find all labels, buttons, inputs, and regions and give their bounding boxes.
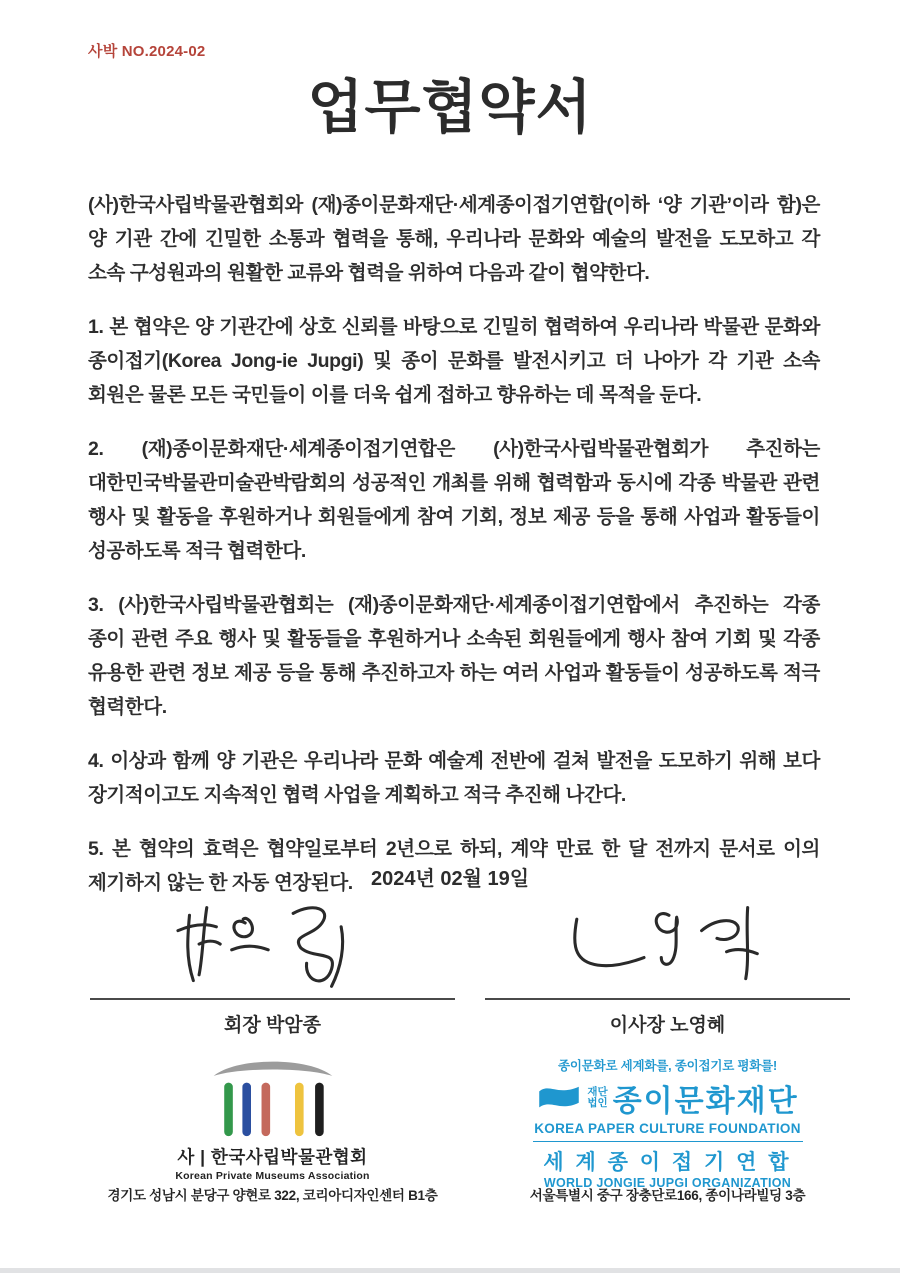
clause-1: 1. 본 협약은 양 기관간에 상호 신뢰를 바탕으로 긴밀히 협력하여 우리나라 박물관 문화와 종이접기(Korea Jong-ie Jupgi) 및 종이 문화를 발전시키고 더 나아가 각 기관 소속 회원은 물론 모든 국민들이 이를 더욱 쉽게 접하고 향유하는 데 목적을 둔다. <box>88 316 820 406</box>
paper-foundation-name-en: KOREA PAPER CULTURE FOUNDATION <box>534 1121 801 1136</box>
paper-foundation-block <box>485 1056 850 1190</box>
entity-type-label <box>587 1087 607 1109</box>
address-row <box>90 1184 850 1204</box>
signature-line-left <box>90 998 455 1000</box>
handwritten-signature-left <box>158 898 388 994</box>
paper-logo-divider <box>533 1141 803 1142</box>
museums-association-logo-icon <box>203 1052 343 1140</box>
clause-2: 2. (재)종이문화재단·세계종이접기연합은 (사)한국사립박물관협회가 추진하는 대한민국박물관미술관박람회의 성공적인 개최를 위해 협력함과 동시에 각종 박물관 관련 행사 및 활동을 후원하거나 회원들에게 참여 기회, 정보 제공 등을 통해 사업과 활동들이 성공하도록 적극 협력한다. <box>88 438 820 562</box>
paper-foundation-address: 서울특별시 중구 장충단로166, 종이나라빌딩 3층 <box>529 1188 806 1203</box>
flag-icon <box>536 1082 582 1114</box>
organization-logos <box>90 1052 850 1190</box>
handwritten-signature-right <box>553 898 783 994</box>
signature-section <box>90 898 850 1037</box>
museums-association-address: 경기도 성남시 분당구 양현로 322, 코리아디자인센터 B1층 <box>107 1188 438 1203</box>
museums-association-name-en: Korean Private Museums Association <box>175 1170 370 1182</box>
signatory-name-left: 회장 박암종 <box>223 1015 322 1036</box>
entity-type-line1: 재단 <box>587 1086 608 1098</box>
page-title: 업무협약서 <box>307 75 593 140</box>
jongie-jupgi-name-en: WORLD JONGIE JUPGI ORGANIZATION <box>543 1176 792 1190</box>
logo-roof-shape <box>213 1062 332 1076</box>
clause-5: 5. 본 협약의 효력은 협약일로부터 2년으로 하되, 계약 만료 한 달 전까지 문서로 이의 제기하지 않는 한 자동 연장된다. <box>88 838 820 894</box>
clause-3: 3. (사)한국사립박물관협회는 (재)종이문화재단·세계종이접기연합에서 추진하는 각종 종이 관련 주요 행사 및 활동들을 후원하거나 소속된 회원들에게 행사 참여 기회 및 각종 유용한 관련 정보 제공 등을 통해 추진하고자 하는 여러 사업과 활동들이 성공하도록 적극 협력한다. <box>88 594 820 718</box>
paper-foundation-name-kr: 종이문화재단 <box>612 1085 799 1118</box>
page-bottom-edge <box>0 1268 900 1273</box>
paper-foundation-title-row <box>485 1076 850 1120</box>
logo-bar-yellow <box>295 1083 304 1137</box>
museums-association-name-kr: 사 | 한국사립박물관협회 <box>177 1147 368 1167</box>
doc-number: 사박 NO.2024-02 <box>88 43 206 60</box>
signatory-name-right: 이사장 노영혜 <box>609 1015 726 1036</box>
entity-type-line2: 법인 <box>587 1097 608 1109</box>
agreement-body <box>88 188 820 920</box>
signature-block-right <box>485 898 850 1037</box>
logo-bar-black <box>315 1083 324 1137</box>
jongie-jupgi-name-kr: 세 계 종 이 접 기 연 합 <box>543 1151 792 1174</box>
agreement-date: 2024년 02월 19일 <box>370 868 530 890</box>
logo-bar-green <box>224 1083 233 1137</box>
intro-paragraph: (사)한국사립박물관협회와 (재)종이문화재단·세계종이접기연합(이하 ‘양 기관’이라 함)은 양 기관 간에 긴밀한 소통과 협력을 통해, 우리나라 문화와 예술의 발전을 도모하고 각 소속 구성원과의 원활한 교류와 협력을 위하여 다음과 같이 협약한다. <box>88 194 820 284</box>
signature-block-left <box>90 898 455 1037</box>
signature-line-right <box>485 998 850 1000</box>
logo-bar-blue <box>242 1083 251 1137</box>
clause-4: 4. 이상과 함께 양 기관은 우리나라 문화 예술계 전반에 걸쳐 발전을 도모하기 위해 보다 장기적이고도 지속적인 협력 사업을 계획하고 적극 추진해 나간다. <box>88 750 820 806</box>
logo-bar-red <box>261 1083 270 1137</box>
museums-association-block <box>90 1052 455 1190</box>
paper-foundation-tagline: 종이문화로 세계화를, 종이접기로 평화를! <box>558 1059 777 1073</box>
